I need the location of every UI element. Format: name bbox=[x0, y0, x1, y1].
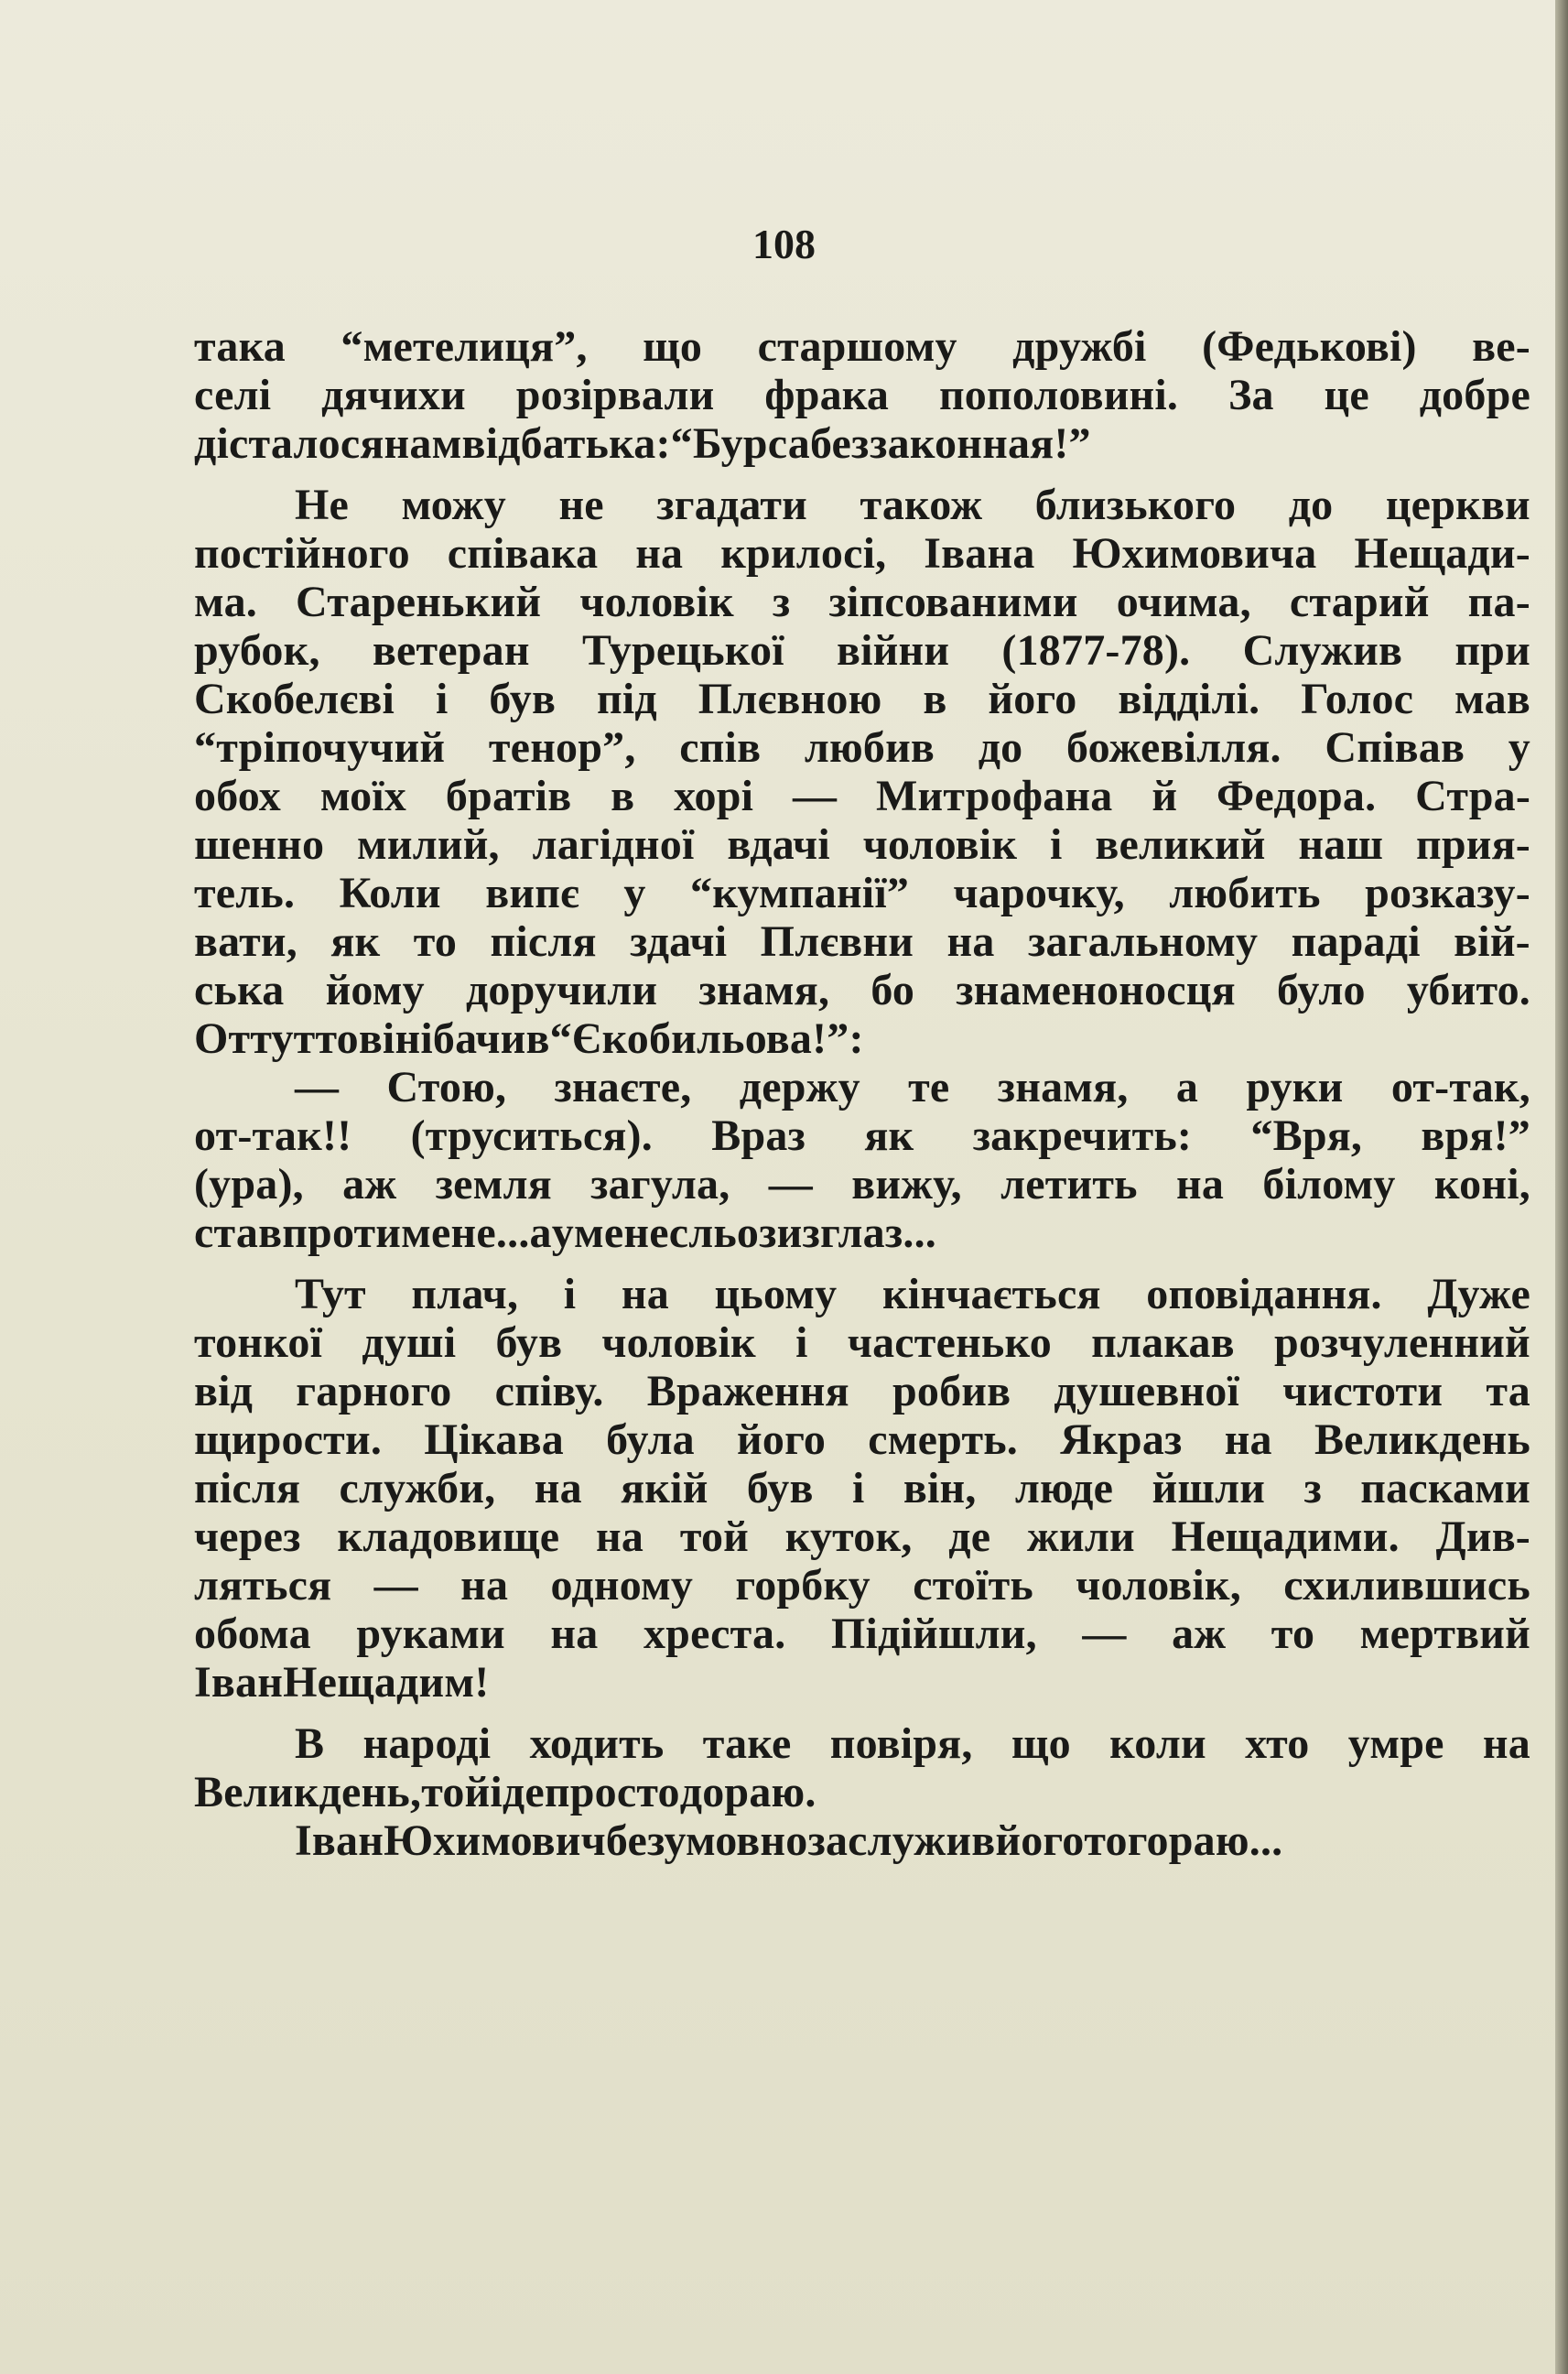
word: Старенький bbox=[296, 578, 542, 626]
text-line bbox=[194, 966, 1530, 1014]
word: От bbox=[194, 1014, 251, 1063]
word: . bbox=[518, 1209, 530, 1257]
word: було bbox=[1276, 966, 1366, 1014]
word: хреста. bbox=[643, 1610, 786, 1658]
word: (труситься). bbox=[410, 1111, 653, 1160]
word: любив bbox=[804, 723, 935, 772]
word: Підійшли, bbox=[830, 1610, 1037, 1658]
word: здачі bbox=[630, 917, 728, 966]
word: й bbox=[1152, 772, 1178, 820]
word: мене bbox=[401, 1209, 496, 1257]
text-line bbox=[194, 322, 1530, 371]
word: те bbox=[908, 1063, 950, 1111]
word: Скобелєві bbox=[194, 675, 395, 723]
word: в bbox=[923, 675, 947, 723]
word: на bbox=[596, 1512, 644, 1561]
word: от-так, bbox=[1390, 1063, 1530, 1111]
word: його bbox=[737, 1415, 827, 1464]
word: Іван bbox=[194, 1658, 284, 1707]
word: смерть. bbox=[868, 1415, 1019, 1464]
word: загула, bbox=[590, 1160, 730, 1209]
word: . bbox=[914, 1209, 925, 1257]
word: земля bbox=[435, 1160, 552, 1209]
word: руки bbox=[1246, 1063, 1344, 1111]
word: старшому bbox=[757, 322, 957, 371]
word: а bbox=[529, 1209, 552, 1257]
word: . bbox=[507, 1209, 519, 1257]
word: повіря, bbox=[829, 1719, 973, 1768]
word: стоїть bbox=[913, 1561, 1033, 1610]
word: Плєвни bbox=[760, 917, 914, 966]
word: і bbox=[420, 1014, 433, 1063]
word: з bbox=[802, 1209, 820, 1257]
word: ве- bbox=[1472, 322, 1530, 371]
word: у bbox=[551, 1209, 574, 1257]
word: (1877-78). bbox=[1001, 626, 1191, 675]
word: співака bbox=[447, 529, 599, 578]
word: добре bbox=[1419, 371, 1530, 419]
word: він, bbox=[903, 1464, 977, 1512]
word: була bbox=[606, 1415, 695, 1464]
word: його bbox=[988, 675, 1077, 723]
word: Не bbox=[295, 481, 350, 529]
word: таке bbox=[702, 1719, 792, 1768]
word: мене bbox=[573, 1209, 669, 1257]
word: був bbox=[489, 675, 557, 723]
word: братів bbox=[445, 772, 572, 820]
text-line bbox=[194, 1816, 1530, 1865]
word: постійного bbox=[194, 529, 410, 578]
word: до bbox=[679, 1768, 725, 1816]
word: аж bbox=[1172, 1610, 1227, 1658]
text-line bbox=[194, 1658, 1530, 1707]
word: знамя, bbox=[997, 1063, 1129, 1111]
word: вдачі bbox=[727, 820, 830, 869]
word: доручили bbox=[465, 966, 658, 1014]
word: вати, bbox=[194, 917, 297, 966]
word: чистоти bbox=[1282, 1367, 1444, 1415]
word: Враз bbox=[711, 1111, 806, 1160]
word: пасками bbox=[1360, 1464, 1530, 1512]
word: спів bbox=[679, 723, 762, 772]
word: знаменоносця bbox=[956, 966, 1236, 1014]
word: той bbox=[421, 1768, 491, 1816]
word: раю... bbox=[1168, 1816, 1283, 1865]
word: Стра- bbox=[1415, 772, 1530, 820]
word: той bbox=[679, 1512, 750, 1561]
word: Митрофана bbox=[876, 772, 1113, 820]
word: душі bbox=[362, 1318, 457, 1367]
word: щирости. bbox=[194, 1415, 383, 1464]
word: (ура), bbox=[194, 1160, 304, 1209]
word: то bbox=[1271, 1610, 1315, 1658]
body-text bbox=[194, 322, 1530, 1865]
word: В bbox=[295, 1719, 325, 1768]
word: Нещадим! bbox=[283, 1658, 490, 1707]
word: чоловік bbox=[862, 820, 1018, 869]
word: наш bbox=[1298, 820, 1384, 869]
word: церкви bbox=[1385, 481, 1530, 529]
word: шенно bbox=[194, 820, 325, 869]
word: від bbox=[194, 1367, 254, 1415]
word: па- bbox=[1467, 578, 1530, 626]
word: від bbox=[461, 419, 521, 468]
word: Коли bbox=[339, 869, 441, 917]
word: коні, bbox=[1433, 1160, 1530, 1209]
word: того bbox=[1084, 1816, 1169, 1865]
word: був bbox=[746, 1464, 814, 1512]
word: . bbox=[495, 1209, 508, 1257]
word: — bbox=[295, 1063, 340, 1111]
word: можу bbox=[401, 481, 506, 529]
text-line bbox=[194, 1768, 1530, 1816]
word: відділі. bbox=[1118, 675, 1260, 723]
word: Івана bbox=[924, 529, 1035, 578]
word: батька: bbox=[520, 419, 671, 468]
word: як bbox=[330, 917, 381, 966]
word: знаєте, bbox=[554, 1063, 692, 1111]
word: на bbox=[460, 1561, 509, 1610]
word: бачив bbox=[432, 1014, 550, 1063]
word: горбку bbox=[735, 1561, 871, 1610]
word: тут bbox=[250, 1014, 316, 1063]
word: при bbox=[1454, 626, 1530, 675]
word: “Бурса bbox=[670, 419, 810, 468]
text-line bbox=[194, 529, 1530, 578]
word: у bbox=[623, 869, 646, 917]
word: — bbox=[373, 1561, 418, 1610]
text-line bbox=[194, 419, 1530, 468]
word: після bbox=[194, 1464, 301, 1512]
text-line bbox=[194, 371, 1530, 419]
text-line bbox=[194, 1464, 1530, 1512]
word: кладовище bbox=[337, 1512, 560, 1561]
text-line bbox=[194, 869, 1530, 917]
word: і bbox=[563, 1270, 577, 1318]
word: параді bbox=[1291, 917, 1421, 966]
text-line bbox=[194, 1719, 1530, 1768]
word: Співав bbox=[1325, 723, 1465, 772]
word: “метелиця”, bbox=[341, 322, 588, 371]
word: милий, bbox=[356, 820, 500, 869]
word: йому bbox=[325, 966, 425, 1014]
word: на bbox=[550, 1610, 599, 1658]
word: Іван bbox=[295, 1816, 384, 1865]
word: така bbox=[194, 322, 286, 371]
word: то bbox=[413, 917, 458, 966]
word: в bbox=[611, 772, 635, 820]
word: “Вря, bbox=[1250, 1111, 1363, 1160]
word: хто bbox=[1245, 1719, 1310, 1768]
word: заслужив bbox=[807, 1816, 996, 1865]
word: — bbox=[1082, 1610, 1127, 1658]
word: закречить: bbox=[972, 1111, 1193, 1160]
word: через bbox=[194, 1512, 301, 1561]
word: де bbox=[948, 1512, 991, 1561]
word: ходить bbox=[529, 1719, 665, 1768]
text-line bbox=[194, 1209, 1530, 1257]
word: робив bbox=[892, 1367, 1011, 1415]
paragraph-gap bbox=[194, 1707, 1530, 1719]
word: великий bbox=[1095, 820, 1266, 869]
word: служби, bbox=[339, 1464, 496, 1512]
word: дісталося bbox=[194, 419, 384, 468]
word: йшли bbox=[1152, 1464, 1266, 1512]
word: до bbox=[978, 723, 1023, 772]
word: Служив bbox=[1242, 626, 1403, 675]
word: випє bbox=[485, 869, 579, 917]
word: Великдень, bbox=[194, 1768, 422, 1816]
text-line bbox=[194, 772, 1530, 820]
word: Великдень bbox=[1314, 1415, 1530, 1464]
word: Дуже bbox=[1427, 1270, 1530, 1318]
word: на bbox=[1224, 1415, 1272, 1464]
word: . bbox=[903, 1209, 914, 1257]
word: любить bbox=[1169, 869, 1321, 917]
text-line bbox=[194, 1561, 1530, 1610]
text-line bbox=[194, 820, 1530, 869]
word: і bbox=[795, 1318, 808, 1367]
text-line bbox=[194, 578, 1530, 626]
text-line bbox=[194, 917, 1530, 966]
word: став bbox=[194, 1209, 283, 1257]
word: не bbox=[558, 481, 604, 529]
word: обох bbox=[194, 772, 281, 820]
word: він bbox=[358, 1014, 421, 1063]
word: чоловік bbox=[601, 1318, 756, 1367]
word: — bbox=[768, 1160, 813, 1209]
word: оповідання. bbox=[1146, 1270, 1382, 1318]
word: вря!” bbox=[1421, 1111, 1530, 1160]
text-line bbox=[194, 1610, 1530, 1658]
paragraph-gap bbox=[194, 468, 1530, 481]
word: Враження bbox=[646, 1367, 849, 1415]
word: дячихи bbox=[321, 371, 466, 419]
word: нам bbox=[384, 419, 462, 468]
word: і bbox=[851, 1464, 865, 1512]
word: то bbox=[315, 1014, 359, 1063]
word: ма. bbox=[194, 578, 257, 626]
paragraph-gap bbox=[194, 1257, 1530, 1270]
word: обома bbox=[194, 1610, 311, 1658]
word: на bbox=[1176, 1160, 1225, 1209]
word: Голос bbox=[1301, 675, 1414, 723]
word: загальному bbox=[1027, 917, 1259, 966]
word: на bbox=[534, 1464, 582, 1512]
word: Турецької bbox=[581, 626, 784, 675]
word: плакав bbox=[1091, 1318, 1235, 1367]
word: — bbox=[792, 772, 838, 820]
word: і bbox=[1050, 820, 1063, 869]
word: ська bbox=[194, 966, 285, 1014]
word: розказу- bbox=[1365, 869, 1530, 917]
word: на bbox=[946, 917, 995, 966]
word: на bbox=[1482, 1719, 1530, 1768]
word: зіпсованими bbox=[828, 578, 1078, 626]
word: За bbox=[1227, 371, 1274, 419]
word: що bbox=[1011, 1719, 1071, 1768]
word: сльози bbox=[668, 1209, 803, 1257]
word: Тут bbox=[295, 1270, 366, 1318]
word: а bbox=[1175, 1063, 1199, 1111]
text-line bbox=[194, 1367, 1530, 1415]
text-line bbox=[194, 1270, 1530, 1318]
word: тенор”, bbox=[488, 723, 636, 772]
word: як bbox=[864, 1111, 914, 1160]
word: Нещади- bbox=[1354, 529, 1530, 578]
text-line bbox=[194, 1318, 1530, 1367]
word: беззаконная!” bbox=[809, 419, 1091, 468]
text-line bbox=[194, 1014, 1530, 1063]
word: ляться bbox=[194, 1561, 332, 1610]
word: от-так!! bbox=[194, 1111, 352, 1160]
word: з bbox=[772, 578, 791, 626]
word: одному bbox=[550, 1561, 694, 1610]
word: божевілля. bbox=[1066, 723, 1281, 772]
word: Федора. bbox=[1217, 772, 1377, 820]
word: душевної bbox=[1054, 1367, 1240, 1415]
text-line bbox=[194, 1160, 1530, 1209]
word: “тріпочучий bbox=[194, 723, 446, 772]
word: просто bbox=[544, 1768, 680, 1816]
text-line bbox=[194, 481, 1530, 529]
word: іде bbox=[490, 1768, 545, 1816]
word: моїх bbox=[319, 772, 407, 820]
word: згадати bbox=[656, 481, 808, 529]
word: тель. bbox=[194, 869, 296, 917]
word: тонкої bbox=[194, 1318, 323, 1367]
word: чоловік bbox=[579, 578, 734, 626]
word: хорі bbox=[674, 772, 754, 820]
word: під bbox=[597, 675, 657, 723]
word: лагідної bbox=[532, 820, 695, 869]
word: куток, bbox=[784, 1512, 913, 1561]
word: жили bbox=[1027, 1512, 1135, 1561]
word: (Федькові) bbox=[1202, 322, 1417, 371]
word: частенько bbox=[847, 1318, 1052, 1367]
word: безумовно bbox=[605, 1816, 808, 1865]
word: руками bbox=[356, 1610, 505, 1658]
text-line bbox=[194, 723, 1530, 772]
text-line bbox=[194, 1111, 1530, 1160]
word: люде bbox=[1014, 1464, 1114, 1512]
word: з bbox=[1303, 1464, 1322, 1512]
word: на bbox=[621, 1270, 669, 1318]
word: Нещадими. bbox=[1171, 1512, 1400, 1561]
word: близького bbox=[1034, 481, 1237, 529]
text-line bbox=[194, 626, 1530, 675]
word: бо bbox=[871, 966, 915, 1014]
word: це bbox=[1324, 371, 1369, 419]
word: Якраз bbox=[1060, 1415, 1183, 1464]
word: народі bbox=[362, 1719, 492, 1768]
word: глаз bbox=[819, 1209, 903, 1257]
word: білому bbox=[1262, 1160, 1396, 1209]
word: Юхимович bbox=[384, 1816, 606, 1865]
word: прия- bbox=[1416, 820, 1530, 869]
word: мертвий bbox=[1359, 1610, 1530, 1658]
word: вижу, bbox=[851, 1160, 962, 1209]
word: аж bbox=[342, 1160, 397, 1209]
word: після bbox=[490, 917, 597, 966]
word: вій- bbox=[1454, 917, 1530, 966]
word: плач, bbox=[411, 1270, 519, 1318]
text-line bbox=[194, 675, 1530, 723]
word: . bbox=[925, 1209, 936, 1257]
word: фрака bbox=[764, 371, 890, 419]
word: цьому bbox=[714, 1270, 838, 1318]
word: та bbox=[1486, 1367, 1530, 1415]
word: розірвали bbox=[515, 371, 715, 419]
word: пополовині. bbox=[938, 371, 1179, 419]
word: летить bbox=[1000, 1160, 1138, 1209]
word: чоловік, bbox=[1076, 1561, 1241, 1610]
word: якій bbox=[621, 1464, 708, 1512]
word: убито. bbox=[1406, 966, 1530, 1014]
word: був bbox=[495, 1318, 563, 1367]
word: розчуленний bbox=[1273, 1318, 1530, 1367]
word: Плєвною bbox=[697, 675, 882, 723]
text-line bbox=[194, 1512, 1530, 1561]
word: Див- bbox=[1435, 1512, 1530, 1561]
word: Цікава bbox=[424, 1415, 564, 1464]
page-number: 108 bbox=[752, 221, 816, 267]
word: Юхимовича bbox=[1072, 529, 1317, 578]
word: гарного bbox=[296, 1367, 452, 1415]
word: коли bbox=[1109, 1719, 1206, 1768]
word: умре bbox=[1347, 1719, 1444, 1768]
word: також bbox=[860, 481, 983, 529]
word: ветеран bbox=[372, 626, 530, 675]
word: кінчається bbox=[881, 1270, 1101, 1318]
word: дружбі bbox=[1012, 322, 1147, 371]
text-line bbox=[194, 1063, 1530, 1111]
word: мав bbox=[1454, 675, 1530, 723]
word: що bbox=[643, 322, 703, 371]
word: проти bbox=[282, 1209, 402, 1257]
word: на bbox=[635, 529, 684, 578]
word: крилосі, bbox=[720, 529, 887, 578]
word: до bbox=[1288, 481, 1334, 529]
word: старий bbox=[1289, 578, 1430, 626]
word: селі bbox=[194, 371, 272, 419]
page-edge-shadow bbox=[1555, 0, 1568, 2374]
word: очима, bbox=[1116, 578, 1251, 626]
word: його bbox=[995, 1816, 1085, 1865]
word: схилившись bbox=[1283, 1561, 1530, 1610]
word: “кумпанії” bbox=[690, 869, 910, 917]
text-line bbox=[194, 1415, 1530, 1464]
word: чарочку, bbox=[953, 869, 1125, 917]
word: рубок, bbox=[194, 626, 320, 675]
word: раю. bbox=[724, 1768, 816, 1816]
word: держу bbox=[739, 1063, 860, 1111]
word: Стою, bbox=[386, 1063, 507, 1111]
word: і bbox=[435, 675, 449, 723]
word: співу. bbox=[494, 1367, 604, 1415]
word: у bbox=[1508, 723, 1530, 772]
word: “Єкобильова!”: bbox=[549, 1014, 864, 1063]
word: знамя, bbox=[698, 966, 830, 1014]
word: війни bbox=[836, 626, 950, 675]
